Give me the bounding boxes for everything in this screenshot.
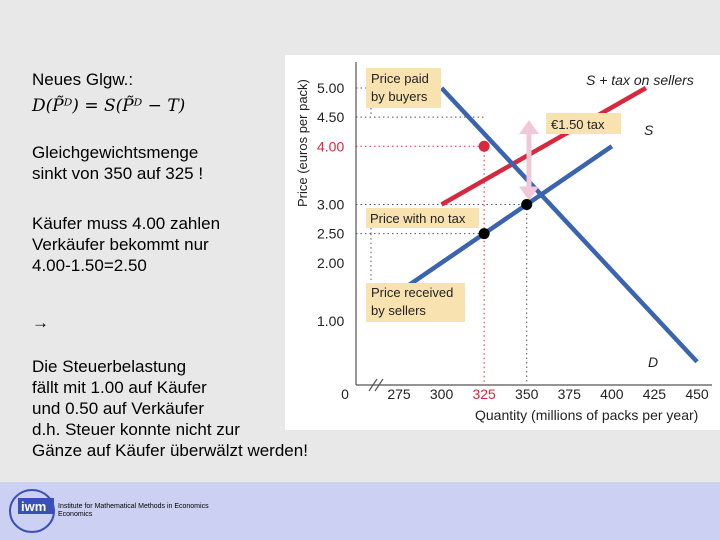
- x-tick-label: 375: [557, 386, 581, 402]
- x-axis-title: Quantity (millions of packs per year): [475, 407, 699, 423]
- footer-line2: Economics: [58, 511, 93, 518]
- price-received-line2: by sellers: [371, 303, 426, 318]
- text-line: Gänze auf Käufer überwälzt werden!: [32, 441, 308, 460]
- logo-text: iwm: [21, 499, 47, 514]
- x-tick-label: 350: [515, 386, 539, 402]
- footer-institute: [58, 503, 209, 519]
- tax-supply-curve-label: S + tax on sellers: [586, 72, 694, 88]
- guide-lines: [356, 88, 527, 385]
- price-paid-box: [366, 68, 441, 108]
- y-tick-label: 5.00: [317, 80, 345, 96]
- x-tick-label: 425: [642, 386, 667, 402]
- arrow-bullet: →: [32, 313, 49, 332]
- x-tick-label: 450: [685, 386, 709, 402]
- y-tick-label: 2.00: [317, 254, 345, 271]
- equilibrium-formula: D(P̃ᴰ) = S(P̃ᴰ − T): [32, 96, 186, 116]
- y-tick-label: 1.00: [317, 313, 345, 329]
- y-axis-title: Price (euros per pack): [295, 79, 310, 207]
- x-tick-label: 325: [472, 386, 496, 402]
- tax-arrow-head-up: [519, 120, 539, 134]
- tax-box: [546, 113, 621, 134]
- price-paid-line1: Price paid: [371, 71, 429, 86]
- y-tick-label: 2.50: [317, 225, 345, 242]
- price-received-box: [366, 283, 465, 322]
- text-line: fällt mit 1.00 auf Käufer: [32, 378, 207, 397]
- price-received-line1: Price received: [371, 285, 454, 300]
- text-line: Verkäufer bekommt nur: [32, 235, 209, 254]
- x-origin-label: 0: [341, 386, 349, 402]
- slide-heading: Neues Glgw.:: [32, 70, 134, 89]
- y-tick-label: 4.00: [317, 138, 345, 155]
- text-line: und 0.50 auf Verkäufer: [32, 399, 205, 418]
- footer-line1: Institute for Mathematical Methods in Economics: [58, 503, 209, 510]
- y-tick-label: 4.50: [317, 109, 345, 126]
- text-line: Käufer muss 4.00 zahlen: [32, 214, 221, 233]
- x-tick-label: 400: [600, 386, 624, 402]
- iwm-logo: [8, 485, 56, 535]
- x-tick-label: 300: [429, 386, 454, 402]
- equilibrium-point: [521, 199, 532, 210]
- text-line: d.h. Steuer konnte nicht zur: [32, 420, 240, 439]
- equilibrium-point: [479, 141, 490, 152]
- price-no-tax-box: [366, 208, 479, 228]
- price-no-tax-label: Price with no tax: [370, 211, 466, 226]
- curve-s-tax-on-sellers: [442, 88, 646, 205]
- y-tick-label: 3.00: [317, 196, 345, 213]
- price-paid-line2: by buyers: [371, 89, 428, 104]
- text-line: Die Steuerbelastung: [32, 357, 187, 376]
- supply-curve-label: S: [644, 122, 654, 138]
- equilibrium-point: [479, 228, 490, 239]
- demand-curve-label: D: [648, 354, 659, 370]
- x-tick-label: 275: [387, 386, 411, 402]
- text-line: sinkt von 350 auf 325 !: [32, 164, 204, 183]
- tax-label: €1.50 tax: [551, 117, 605, 132]
- text-line: 4.00-1.50=2.50: [32, 256, 147, 275]
- text-line: Gleichgewichtsmenge: [32, 143, 199, 162]
